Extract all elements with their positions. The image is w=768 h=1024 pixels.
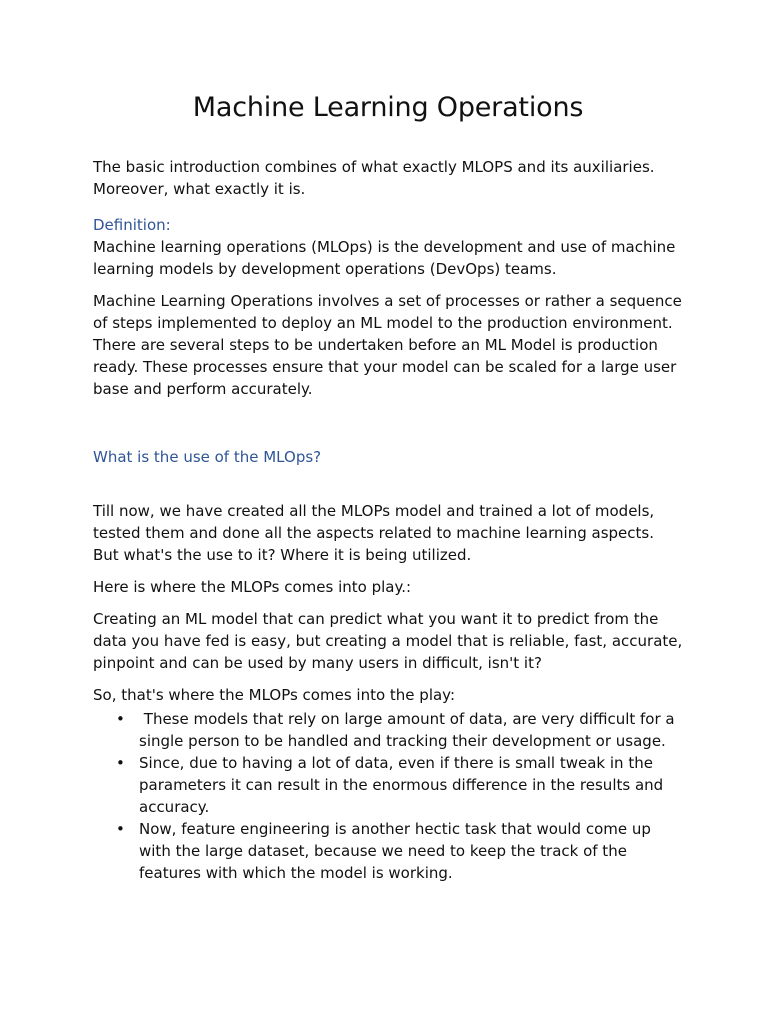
list-item-text: Now, feature engineering is another hectic task that would come up with the large dataset, because we need to keep the track of the features with which the model is working. xyxy=(139,820,651,882)
list-item-text: These models that rely on large amount of data, are very difficult for a single person to be handled and tracking their development or usage. xyxy=(139,710,680,750)
till-now-paragraph: Till now, we have created all the MLOPs model and trained a lot of models, tested them and done all the aspects related to machine learning aspects. But what's the use to it? Where it is being utilized. xyxy=(93,502,655,564)
bullet-icon: • xyxy=(116,710,125,728)
intro-paragraph: The basic introduction combines of what exactly MLOPS and its auxiliaries. Moreover, what exactly it is. xyxy=(93,158,655,198)
creating-paragraph: Creating an ML model that can predict what you want it to predict from the data you have fed is easy, but creating a model that is reliable, fast, accurate, pinpoint and can be used by many users in difficult, isn't it? xyxy=(93,610,683,672)
definition-paragraph: Machine learning operations (MLOps) is the development and use of machine learning models by development operations (DevOps) teams. xyxy=(93,238,676,278)
list-item xyxy=(93,818,683,884)
document-title: Machine Learning Operations xyxy=(192,92,584,123)
document-page xyxy=(93,88,683,884)
bullet-icon: • xyxy=(116,820,125,838)
bullet-icon: • xyxy=(116,754,125,772)
definition-label: Definition: xyxy=(93,216,171,234)
list-item xyxy=(93,752,683,818)
so-paragraph: So, that's where the MLOPs comes into the play: xyxy=(93,686,456,704)
bullet-list xyxy=(93,708,683,884)
here-paragraph: Here is where the MLOPs comes into play.: xyxy=(93,578,412,596)
list-item-text: Since, due to having a lot of data, even if there is small tweak in the parameters it can result in the enormous difference in the results and accuracy. xyxy=(139,754,664,816)
processes-paragraph: Machine Learning Operations involves a set of processes or rather a sequence of steps implemented to deploy an ML model to the production environment. There are several steps to be undertaken before an ML Model is production ready. These processes ensure that your model can be scaled for a large user base and perform accurately. xyxy=(93,292,682,398)
use-heading: What is the use of the MLOps? xyxy=(93,448,322,466)
list-item xyxy=(93,708,683,752)
